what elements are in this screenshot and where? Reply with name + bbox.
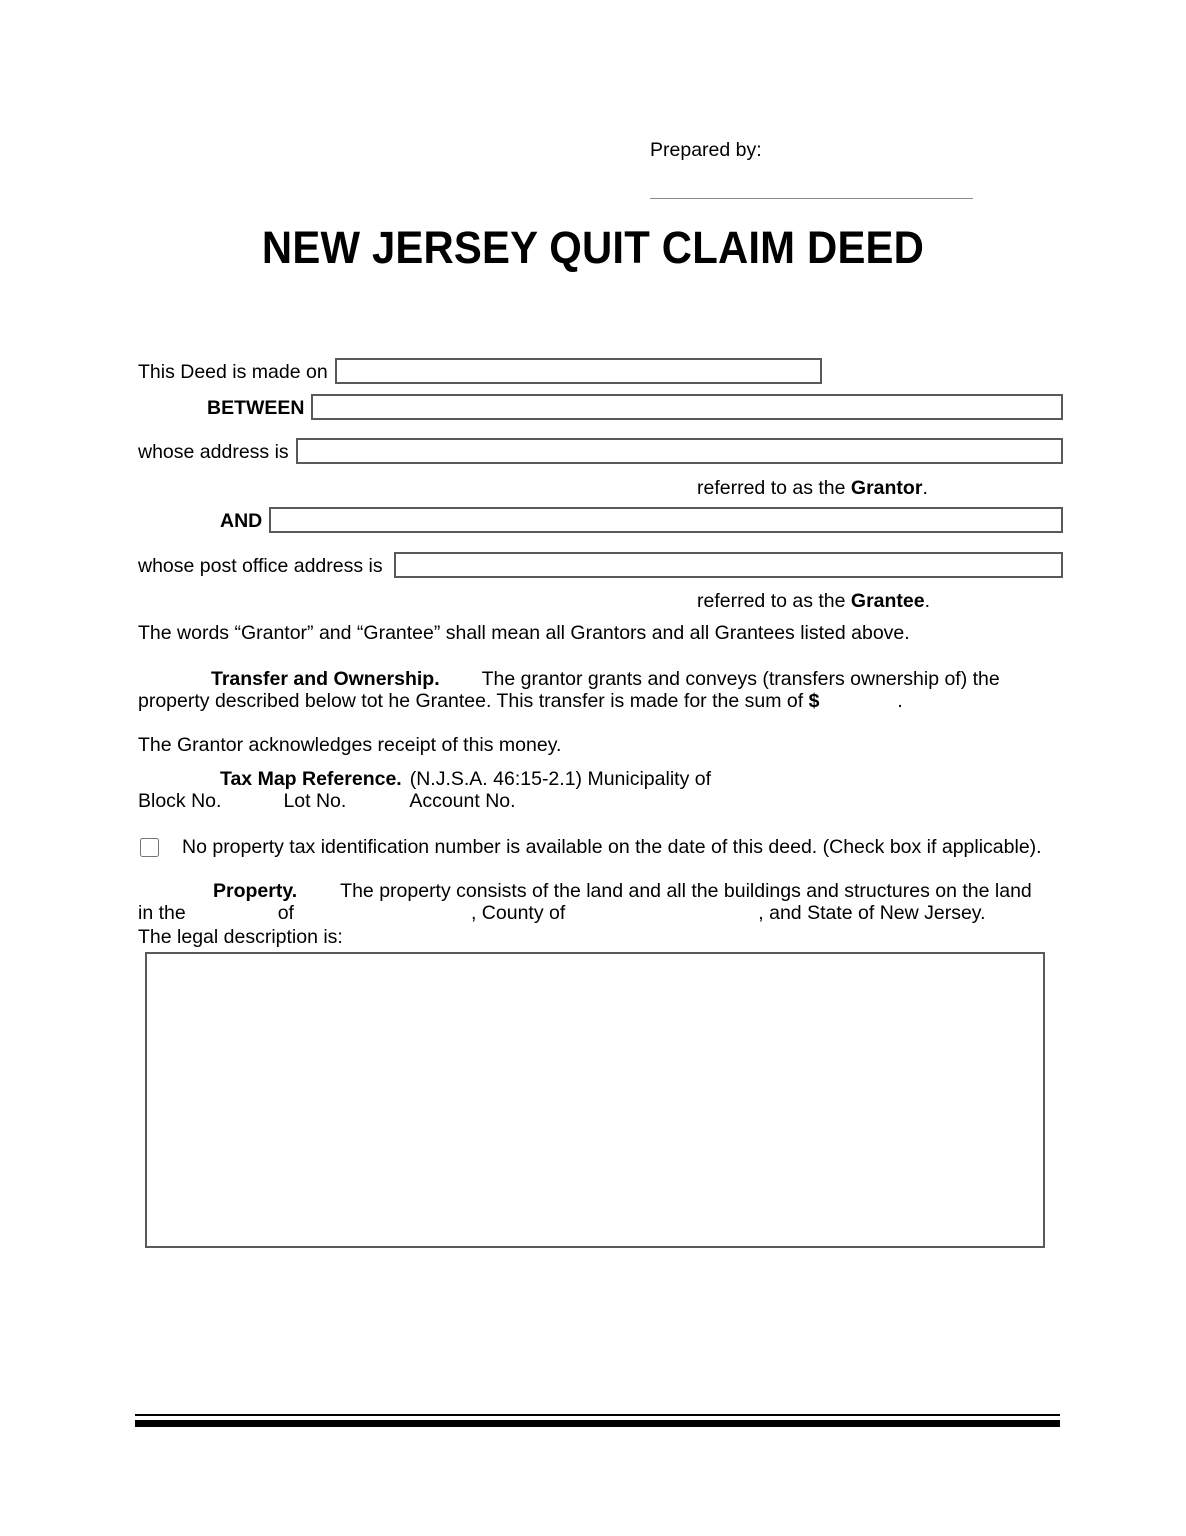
taxmap-heading: Tax Map Reference.: [220, 768, 402, 790]
property-of-label: of: [277, 902, 294, 924]
property-in-the-label: in the: [138, 902, 186, 924]
and-label: AND: [220, 510, 263, 532]
receipt-paragraph: The Grantor acknowledges receipt of this money.: [138, 734, 562, 756]
legal-description-label: The legal description is:: [138, 926, 343, 948]
grantor-note-prefix: referred to as the: [697, 477, 851, 499]
transfer-paragraph-line2: [138, 690, 903, 712]
property-line1-text: The property consists of the land and all the buildings and structures on the land: [340, 880, 1032, 902]
grantor-note: [697, 477, 928, 499]
footer-divider-thick: [135, 1420, 1060, 1427]
grantee-note: [697, 590, 930, 612]
prepared-by-signature-line: [650, 198, 973, 199]
and-input[interactable]: [269, 507, 1063, 533]
grantor-note-term: Grantor: [850, 477, 923, 499]
prepared-by-label: Prepared by:: [650, 139, 762, 161]
grantee-note-suffix: .: [924, 590, 931, 612]
no-tax-id-label: No property tax identification number is available on the date of this deed. (Check box if applicable).: [182, 836, 1042, 858]
property-heading: Property.: [213, 880, 298, 902]
transfer-heading: Transfer and Ownership.: [211, 668, 440, 690]
between-label: BETWEEN: [207, 397, 305, 419]
legal-description-textarea[interactable]: [145, 952, 1045, 1248]
deed-date-label: This Deed is made on: [138, 361, 328, 383]
lot-no-label: Lot No.: [283, 790, 347, 812]
between-input[interactable]: [311, 394, 1063, 420]
no-tax-id-checkbox[interactable]: [140, 838, 159, 857]
grantee-address-label: whose post office address is: [138, 555, 383, 577]
taxmap-identifiers-row: [138, 790, 516, 812]
account-no-label: Account No.: [409, 790, 516, 812]
taxmap-citation: (N.J.S.A. 46:15-2.1) Municipality of: [409, 768, 712, 790]
deed-date-input[interactable]: [335, 358, 822, 384]
grantor-address-label: whose address is: [138, 441, 289, 463]
transfer-paragraph-line1: [211, 668, 1000, 690]
definitions-paragraph: The words “Grantor” and “Grantee” shall mean all Grantors and all Grantees listed above.: [138, 622, 910, 644]
block-no-label: Block No.: [138, 790, 222, 812]
page-title: NEW JERSEY QUIT CLAIM DEED: [261, 222, 925, 273]
transfer-line2-period: .: [897, 690, 903, 712]
property-paragraph-line1: [213, 880, 1032, 902]
grantor-note-suffix: .: [922, 477, 928, 499]
footer-divider-thin: [135, 1414, 1060, 1416]
property-paragraph-line2: [138, 902, 986, 924]
grantee-note-prefix: referred to as the: [697, 590, 851, 612]
property-state-label: , and State of New Jersey.: [758, 902, 986, 924]
property-county-label: , County of: [470, 902, 566, 924]
dollar-sign: $: [808, 690, 820, 712]
transfer-line1-text: The grantor grants and conveys (transfers ownership of) the: [481, 668, 1000, 690]
taxmap-paragraph: [220, 768, 711, 790]
grantee-note-term: Grantee: [850, 590, 925, 612]
transfer-line2-text: property described below tot he Grantee. This transfer is made for the sum of: [138, 690, 809, 712]
grantee-address-input[interactable]: [394, 552, 1063, 578]
grantor-address-input[interactable]: [296, 438, 1063, 464]
